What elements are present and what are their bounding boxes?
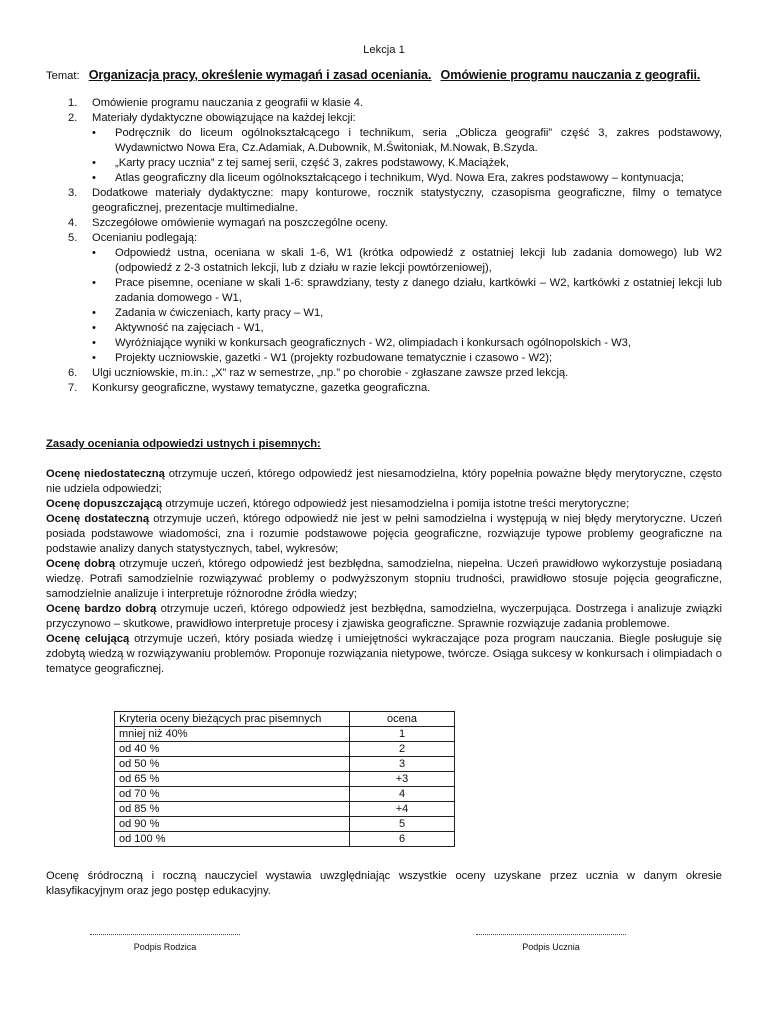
list-item: 2. Materiały dydaktyczne obowiązujące na każdej lekcji: • Podręcznik do liceum ogólnokształcącego i technikum, seria „Oblicza geografii” część 3, zakres podstawowy, Wydawnictwo Nowa Era, Cz.Adamiak, A.Dubownik, M.Świtoniak, M.Nowak, B.Szyda. • „Karty pracy ucznia” z tej samej serii, część 3, zakres podstawowy, K.Maciążek, • Atlas geograficzny dla liceum ogólnokształcącego i technikum, Wyd. Nowa Era, zakres podstawowy – kontynuacja; xyxy=(68,112,722,184)
grade-rule-paragraph: Ocenę celującą otrzymuje uczeń, który posiada wiedzę i umiejętności wykraczające poza program nauczania. Biegle posługuje się zdobytą wiedzą w rozwiązywaniu problemów. Proponuje rozwiązania nietypowe, twórcze. Osiąga sukcesy w konkursach i olimpiadach o tematyce geograficznej. xyxy=(46,633,722,675)
sublist-item: • Podręcznik do liceum ogólnokształcącego i technikum, seria „Oblicza geografii” część 3, zakres podstawowy, Wydawnictwo Nowa Era, Cz.Adamiak, A.Dubownik, M.Świtoniak, M.Nowak, B.Szyda. xyxy=(92,127,722,154)
sublist-item: • Odpowiedź ustna, oceniana w skali 1-6, W1 (krótka odpowiedź z ostatniej lekcji lub zadania domowego) lub W2 (odpowiedź z 2-3 ostatnich lekcji, lub z działu w razie lekcji powtórzeniowej), xyxy=(92,247,722,274)
student-signature-label: Podpis Ucznia xyxy=(522,942,580,952)
bullet-icon: • xyxy=(92,157,96,169)
table-row: od 90 % 5 xyxy=(115,817,455,832)
sublist-item: • Prace pisemne, oceniane w skali 1-6: sprawdziany, testy z danego działu, kartkówki – W2, kartkówki z ostatniej lekcji lub zadania domowego - W1, xyxy=(92,277,722,304)
table-row: od 85 % +4 xyxy=(115,802,455,817)
sublist-item: • Wyróżniające wyniki w konkursach geograficznych - W2, olimpiadach i konkursach ogólnopolskich - W3, xyxy=(92,337,631,349)
grade-rule-paragraph: Ocenę dostateczną otrzymuje uczeń, którego odpowiedź nie jest w pełni samodzielna i występują w niej błędy merytoryczne. Uczeń posiada podstawowe wiadomości, zna i rozumie podstawowe pojęcia geograficzne, rozwiązuje typowe problemy geograficzne na podstawie analizy danych statystycznych, tabel, wykresów; xyxy=(46,513,722,555)
grading-rules-title: Zasady oceniania odpowiedzi ustnych i pisemnych: xyxy=(46,438,321,450)
grade-rule-paragraph: Ocenę dopuszczającą otrzymuje uczeń, którego odpowiedź jest niesamodzielna i pomija istotne treści merytoryczne; xyxy=(46,498,630,510)
grading-rules-section xyxy=(46,437,722,677)
grading-criteria-table xyxy=(114,711,455,847)
topic-label: Temat: xyxy=(46,70,80,82)
bullet-icon: • xyxy=(92,247,96,259)
student-signature xyxy=(476,934,626,953)
topic-line xyxy=(46,68,736,84)
assessment-sublist xyxy=(92,246,722,366)
list-item: 3. Dodatkowe materiały dydaktyczne: mapy konturowe, rocznik statystyczny, czasopisma geograficzne, filmy o tematyce geograficznej, prezentacje multimedialne. xyxy=(68,187,722,214)
topic-title-part1: Organizacja pracy, określenie wymagań i zasad oceniania. xyxy=(88,68,432,82)
table-row: mniej niż 40% 1 xyxy=(115,727,455,742)
bullet-icon: • xyxy=(92,337,96,349)
sublist-item: • Projekty uczniowskie, gazetki - W1 (projekty rozbudowane tematycznie i czasowo - W2); xyxy=(92,352,553,364)
bullet-icon: • xyxy=(92,127,96,139)
sublist-item: • Zadania w ćwiczeniach, karty pracy – W1, xyxy=(92,307,324,319)
sublist-item: • Aktywność na zajęciach - W1, xyxy=(92,322,264,334)
list-item: 6. Ulgi uczniowskie, m.in.: „X” raz w semestrze, „np.” po chorobie - zgłaszane zawsze przed lekcją. xyxy=(68,367,569,379)
signature-line xyxy=(90,934,240,941)
final-grade-note: Ocenę śródroczną i roczną nauczyciel wystawia uwzględniając wszystkie oceny uzyskane przez ucznia w danym okresie klasyfikacyjnym oraz jego postęp edukacyjny. xyxy=(46,870,722,897)
list-item: 4. Szczegółowe omówienie wymagań na poszczególne oceny. xyxy=(68,217,388,229)
bullet-icon: • xyxy=(92,307,96,319)
sublist-item: • Atlas geograficzny dla liceum ogólnokształcącego i technikum, Wyd. Nowa Era, zakres podstawowy – kontynuacja; xyxy=(92,172,684,184)
bullet-icon: • xyxy=(92,172,96,184)
table-row: od 100 % 6 xyxy=(115,832,455,847)
grade-rule-paragraph: Ocenę niedostateczną otrzymuje uczeń, którego odpowiedź jest niesamodzielna, który popełnia poważne błędy merytoryczne, często nie udziela odpowiedzi; xyxy=(46,468,722,495)
lesson-number: Lekcja 1 xyxy=(363,44,405,56)
bullet-icon: • xyxy=(92,277,96,289)
table-row: od 65 % +3 xyxy=(115,772,455,787)
grade-rule-paragraph: Ocenę dobrą otrzymuje uczeń, którego odpowiedź jest bezbłędna, samodzielna, niepełna. Uczeń prawidłowo wykorzystuje posiadaną wiedzę. Potrafi samodzielnie rozwiązywać problemy o podwyższonym stopniu trudności, prawidłowo stosuje pojęcia geograficzne, samodzielnie analizuje i interpretuje różnorodne źródła wiedzy; xyxy=(46,558,722,600)
list-item: 7. Konkursy geograficzne, wystawy tematyczne, gazetka geograficzna. xyxy=(68,382,431,394)
lesson-points-list xyxy=(46,96,722,396)
list-item: 5. Ocenianiu podlegają: • Odpowiedź ustna, oceniana w skali 1-6, W1 (krótka odpowiedź z ostatniej lekcji lub zadania domowego) lub W2 (odpowiedź z 2-3 ostatnich lekcji, lub z działu w razie lekcji powtórzeniowej), • Prace pisemne, oceniane w skali 1-6: sprawdziany, testy z danego działu, kartkówki – W2, kartkówki z ostatniej lekcji lub zadania domowego - W1, • Zadania w ćwiczeniach, karty pracy – W1, • Aktywność na zajęciach - W1, • Wyróżniające wyniki w konkursach geograficznych - W2, olimpiadach i konkursach ogólnopolskich - W3, • Projekty uczniowskie, gazetki - W1 (projekty rozbudowane tematycznie i czasowo - W2); xyxy=(68,232,722,364)
table-row: od 40 % 2 xyxy=(115,742,455,757)
sublist-item: • „Karty pracy ucznia” z tej samej serii, część 3, zakres podstawowy, K.Maciążek, xyxy=(92,157,509,169)
table-header-grade: ocena xyxy=(350,712,455,727)
list-item: 1. Omówienie programu nauczania z geografii w klasie 4. xyxy=(68,97,364,109)
grade-rule-paragraph: Ocenę bardzo dobrą otrzymuje uczeń, którego odpowiedź jest bezbłędna, samodzielna, wyczerpująca. Dostrzega i analizuje związki przyczynowo – skutkowe, prawidłowo interpretuje procesy i zjawiska geograficzne. Sprawnie rozwiązuje zadania problemowe. xyxy=(46,603,722,630)
signature-line xyxy=(476,934,626,941)
parent-signature xyxy=(90,934,240,953)
topic-title-part2: Omówienie programu nauczania z geografii. xyxy=(440,68,701,82)
table-row: od 50 % 3 xyxy=(115,757,455,772)
parent-signature-label: Podpis Rodzica xyxy=(133,942,197,952)
materials-sublist xyxy=(92,126,722,186)
bullet-icon: • xyxy=(92,322,96,334)
bullet-icon: • xyxy=(92,352,96,364)
table-header-criteria: Kryteria oceny bieżących prac pisemnych xyxy=(115,712,350,727)
table-row: od 70 % 4 xyxy=(115,787,455,802)
table-header-row xyxy=(115,712,455,727)
